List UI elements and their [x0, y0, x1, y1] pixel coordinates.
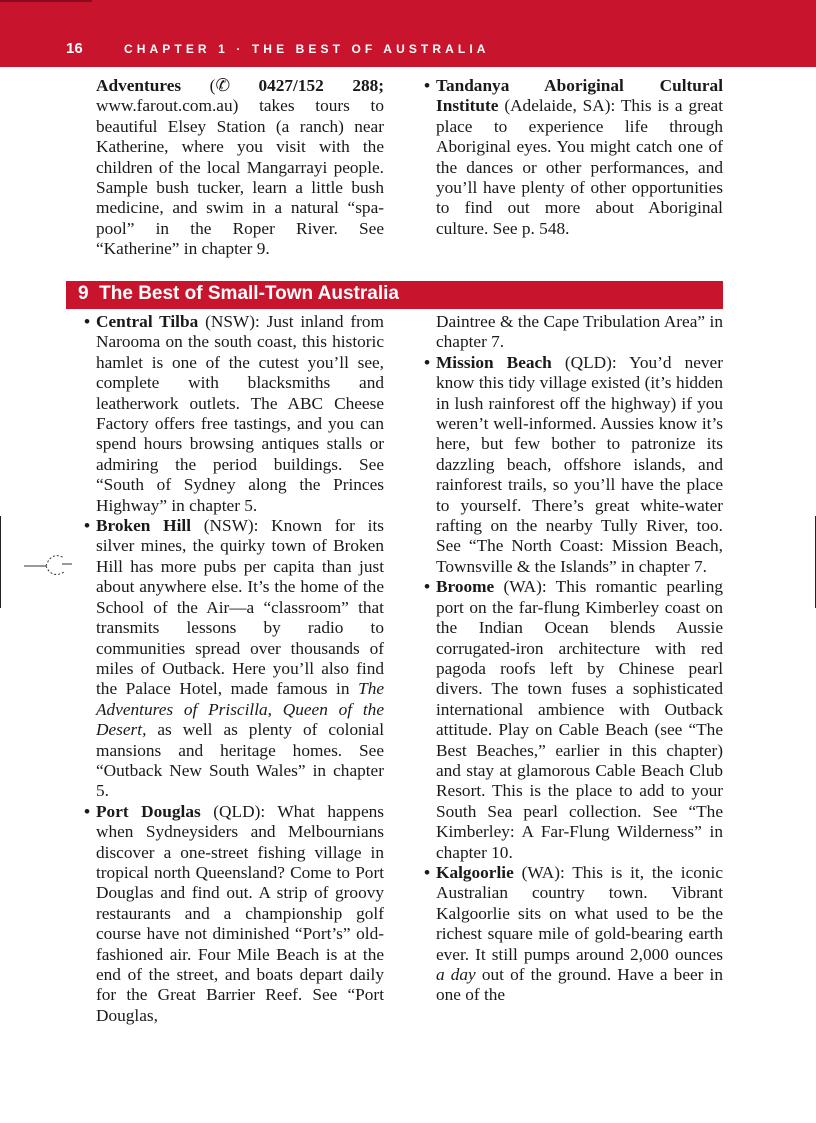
- adventures-paragraph: Adventures (✆ 0427/152 288; www.farout.com.au) takes tours to beautiful Elsey Station (a ranch) near Katherine, where you visit with the children of the local Mangarrayi people. Sample bush tucker, learn a little bush medicine, and swim in a natural “spa-pool” in the Roper River. See “Katherine” in chapter 9.: [96, 76, 384, 259]
- list-item: [424, 76, 723, 239]
- item-text: out of the ground. Have a beer in one of the: [436, 965, 723, 1005]
- running-header: [0, 0, 816, 67]
- chapter-title: CHAPTER 1 · THE BEST OF AUSTRALIA: [124, 42, 490, 56]
- crop-mark-left: [0, 516, 1, 608]
- item-lead: Central Tilba: [96, 312, 199, 331]
- list-item: [424, 862, 723, 1006]
- adventures-lead: Adventures: [96, 76, 182, 95]
- bullet-icon: •: [84, 516, 91, 536]
- adventures-phone: 0427/152 288;: [258, 76, 384, 95]
- item-italic: a day: [436, 965, 476, 984]
- list-item: [84, 312, 384, 516]
- item-text: (NSW): Just inland from Narooma on the south coast, this historic hamlet is one of the cutest you’ll see, complete with blacksmiths and leatherwork outlets. The ABC Cheese Factory offers free tastings, and you can spend hours browsing antiques stalls or admiring the period buildings. See “South of Sydney along the Princes Highway” in chapter 5.: [96, 312, 384, 515]
- bullet-icon: •: [424, 76, 431, 95]
- tandanya-lead: Tandanya Aboriginal Cultural Institute: [436, 76, 723, 116]
- list-item: [424, 352, 723, 577]
- item-text: as well as plenty of colonial mansions and heritage homes. See “Outback New South Wales” in chapter 5.: [96, 720, 384, 801]
- item-italic-title: The Adventures of Priscilla, Queen of the Desert,: [96, 679, 384, 740]
- item-text: (QLD): You’d never know this tidy village existed (it’s hidden in lush rainforest off the highway) if you weren’t well-informed. Aussies know it’s here, but few bother to patronize its dazzling beach, offshore islands, and rainforest trails, so you’ll have the place to yourself. There’s great white-water rafting on the nearby Tully River, too. See “The North Coast: Mission Beach, Townsville & the Islands” in chapter 7.: [436, 352, 723, 576]
- item-text: (WA): This romantic pearling port on the far-flung Kimberley coast on the Indian Ocean blends Aussie corrugated-iron architecture with red pagoda roofs left by Chinese pearl divers. The town fuses a sophisticated international ambience with Outback attitude. Play on Cable Beach (see “The Best Beaches,” earlier in this chapter) and stay at glamorous Cable Beach Club Resort. This is the place to add to your South Sea pearl collection. See “The Kimberley: A Far-Flung Wilderness” in chapter 10.: [436, 577, 723, 862]
- item-lead: Mission Beach: [436, 352, 552, 372]
- top-left-column: [96, 76, 384, 260]
- bullet-icon: •: [84, 801, 91, 821]
- list-item: [84, 801, 384, 1026]
- bullet-icon: •: [424, 352, 431, 372]
- item-text: (NSW): Known for its silver mines, the quirky town of Broken Hill has more pubs per capita than just about anywhere else. It’s the home of the School of the Air—a “classroom” that transmits lessons by radio to communities spread over thousands of miles of Outback. Here you’ll also find the Palace Hotel, made famous in: [96, 516, 384, 699]
- item-lead: Broome: [436, 577, 495, 597]
- tandanya-text: (Adelaide, SA): This is a great place to experience life through Aboriginal eyes. You might catch one of the dances or other performances, and you’ll have plenty of other opportunities to find out more about Aboriginal culture. See p. 548.: [436, 96, 723, 238]
- phone-icon: ✆: [215, 76, 230, 95]
- item-lead: Port Douglas: [96, 801, 201, 821]
- item-text: (QLD): What happens when Sydneysiders and Melbournians discover a one-street fishing village in tropical north Queensland? Come to Port Douglas and find out. A strip of groovy restaurants and a championship golf course have not diminished “Port’s” old-fashioned air. Four Mile Beach is at the end of the street, and boats depart daily for the Great Barrier Reef. See “Port Douglas,: [96, 801, 384, 1025]
- section-number: 9: [78, 283, 89, 304]
- header-tab: [0, 0, 92, 2]
- main-left-column: [84, 312, 384, 1026]
- bullet-icon: •: [424, 862, 431, 882]
- top-right-column: [424, 76, 723, 239]
- continued-text: Daintree & the Cape Tribulation Area” in chapter 7.: [436, 312, 723, 352]
- section-heading: [66, 281, 723, 309]
- margin-marker-icon: [24, 546, 84, 580]
- bullet-icon: •: [424, 577, 431, 597]
- page-number: 16: [66, 40, 83, 57]
- list-item: [424, 577, 723, 863]
- item-text: (WA): This is it, the iconic Australian country town. Vibrant Kalgoorlie sits on what used to be the richest square mile of gold-bearing earth ever. It still pumps around 2,000 ounces: [436, 862, 723, 964]
- bullet-icon: •: [84, 312, 91, 331]
- section-title: [78, 283, 399, 305]
- main-right-column: [424, 312, 723, 1006]
- item-lead: Kalgoorlie: [436, 862, 514, 882]
- adventures-text: www.farout.com.au) takes tours to beautiful Elsey Station (a ranch) near Katherine, where you visit with the children of the local Mangarrayi people. Sample bush tucker, learn a little bush medicine, and swim in a natural “spa-pool” in the Roper River. See “Katherine” in chapter 9.: [96, 96, 384, 259]
- item-lead: Broken Hill: [96, 516, 191, 536]
- list-item: [84, 516, 384, 802]
- section-title-text: The Best of Small-Town Australia: [99, 283, 399, 304]
